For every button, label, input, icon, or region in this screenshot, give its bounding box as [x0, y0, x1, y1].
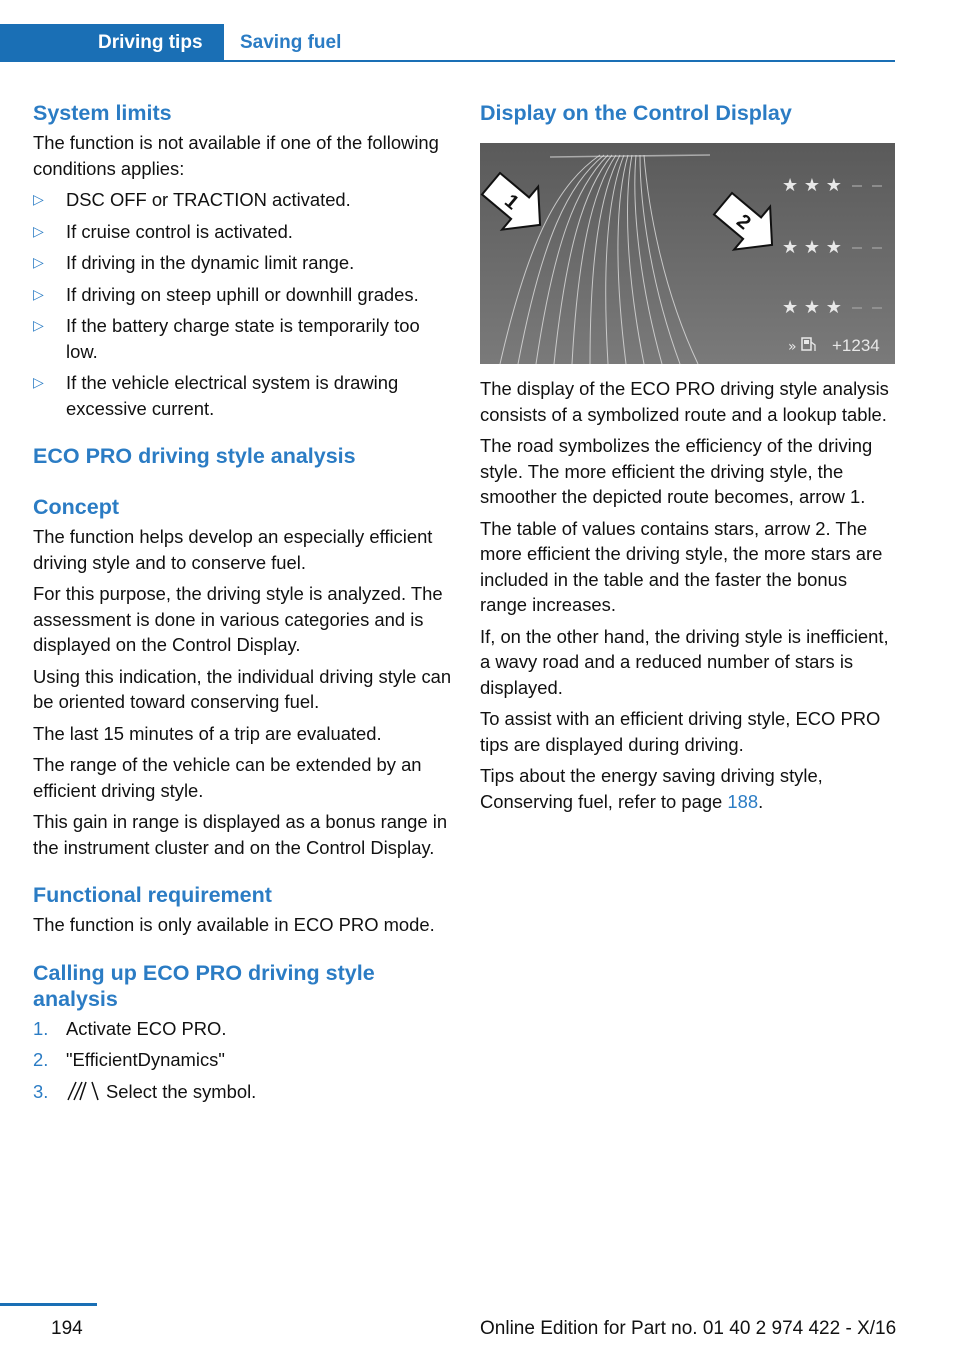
- analysis-heading: ECO PRO driving style analysis: [33, 444, 356, 468]
- display-paragraph: The road symbolizes the efficiency of the driving style. The more efficient the driving style, the smoother the depicted route becomes, arrow 1.: [480, 435, 873, 507]
- calling-up-heading: Calling up ECO PRO driving style analysis: [33, 960, 375, 1011]
- triangle-bullet-icon: ▷: [33, 317, 44, 333]
- display-paragraph: To assist with an efficient driving style, ECO PRO tips are displayed during driving.: [480, 708, 881, 755]
- system-limits-heading: System limits: [33, 101, 172, 125]
- triangle-bullet-icon: ▷: [33, 374, 44, 390]
- list-item: ▷ If cruise control is activated.: [33, 219, 453, 245]
- tab-saving-fuel[interactable]: Saving fuel: [240, 32, 342, 53]
- svg-text:»: »: [788, 339, 797, 355]
- display-paragraph: If, on the other hand, the driving style is inefficient, a wavy road and a reduced number of stars is displayed.: [480, 625, 889, 698]
- eco-pro-display-illustration: [480, 143, 895, 364]
- calling-up-steps: [33, 1016, 453, 1105]
- concept-paragraph: The range of the vehicle can be extended by an efficient driving style.: [33, 754, 422, 801]
- triangle-bullet-icon: ▷: [33, 191, 44, 207]
- header: [0, 24, 895, 62]
- list-item: 1. Activate ECO PRO.: [33, 1017, 227, 1039]
- functional-requirement-heading: Functional requirement: [33, 883, 272, 907]
- concept-paragraph: Using this indication, the individual driving style can be oriented toward conserving fuel.: [33, 665, 452, 712]
- system-limits-list: [33, 187, 453, 421]
- stars-row: ★ ★ ★: [782, 297, 842, 318]
- list-item: 3. Select the symbol.: [33, 1080, 257, 1102]
- triangle-bullet-icon: ▷: [33, 285, 44, 302]
- driving-style-symbol-icon: [66, 1081, 102, 1101]
- page-number: 194: [51, 1318, 83, 1339]
- display-paragraph: The table of values contains stars, arrow 2. The more efficient the driving style, the more stars are included in the table and the faster the bonus range increases.: [480, 517, 883, 615]
- list-item: ▷ If driving in the dynamic limit range.: [33, 250, 453, 276]
- list-item: 2. "EfficientDynamics": [33, 1049, 225, 1070]
- list-item: ▷ DSC OFF or TRACTION activated.: [33, 187, 453, 213]
- display-paragraph: The display of the ECO PRO driving style analysis consists of a symbolized route and a lookup table.: [480, 378, 889, 425]
- triangle-bullet-icon: ▷: [33, 222, 44, 239]
- concept-heading: Concept: [33, 495, 119, 519]
- functional-requirement-text: The function is only available in ECO PRO mode.: [33, 914, 435, 935]
- list-item: ▷ If the vehicle electrical system is drawing excessive current.: [33, 372, 399, 419]
- concept-paragraph: For this purpose, the driving style is analyzed. The assessment is done in various categories and is displayed on the Control Display.: [33, 583, 443, 655]
- page-reference-link[interactable]: 188: [727, 790, 759, 812]
- footer-edition: Online Edition for Part no. 01 40 2 974 422 - X/16: [480, 1318, 897, 1339]
- stars-row: ★ ★ ★: [782, 175, 842, 196]
- concept-paragraph: The last 15 minutes of a trip are evaluated.: [33, 722, 382, 744]
- list-item: ▷ If the battery charge state is temporarily too low.: [33, 315, 420, 362]
- stars-row: ★ ★ ★: [782, 237, 842, 258]
- watermark: [700, 1336, 960, 1362]
- arrow-2-label: 2: [732, 210, 755, 235]
- right-column: [480, 100, 898, 820]
- eco-pro-display-figure: [480, 143, 895, 364]
- concept-paragraph: This gain in range is displayed as a bonus range in the instrument cluster and on the Control Display.: [33, 811, 448, 858]
- arrow-1-label: 1: [500, 190, 523, 215]
- list-item: ▷ If driving on steep uphill or downhill grades.: [33, 282, 453, 308]
- bonus-range-value: +1234: [832, 336, 880, 355]
- concept-paragraph: The function helps develop an especially efficient driving style and to conserve fuel.: [33, 526, 433, 573]
- triangle-bullet-icon: ▷: [33, 254, 44, 270]
- display-heading: Display on the Control Display: [480, 101, 792, 125]
- display-paragraph-reference: Tips about the energy saving driving style, Conserving fuel, refer to page 188.: [480, 765, 823, 812]
- system-limits-intro: The function is not available if one of the following conditions applies:: [33, 132, 439, 179]
- tab-driving-tips[interactable]: Driving tips: [0, 24, 224, 62]
- footer-rule: [0, 1303, 97, 1306]
- left-column: [33, 100, 453, 1110]
